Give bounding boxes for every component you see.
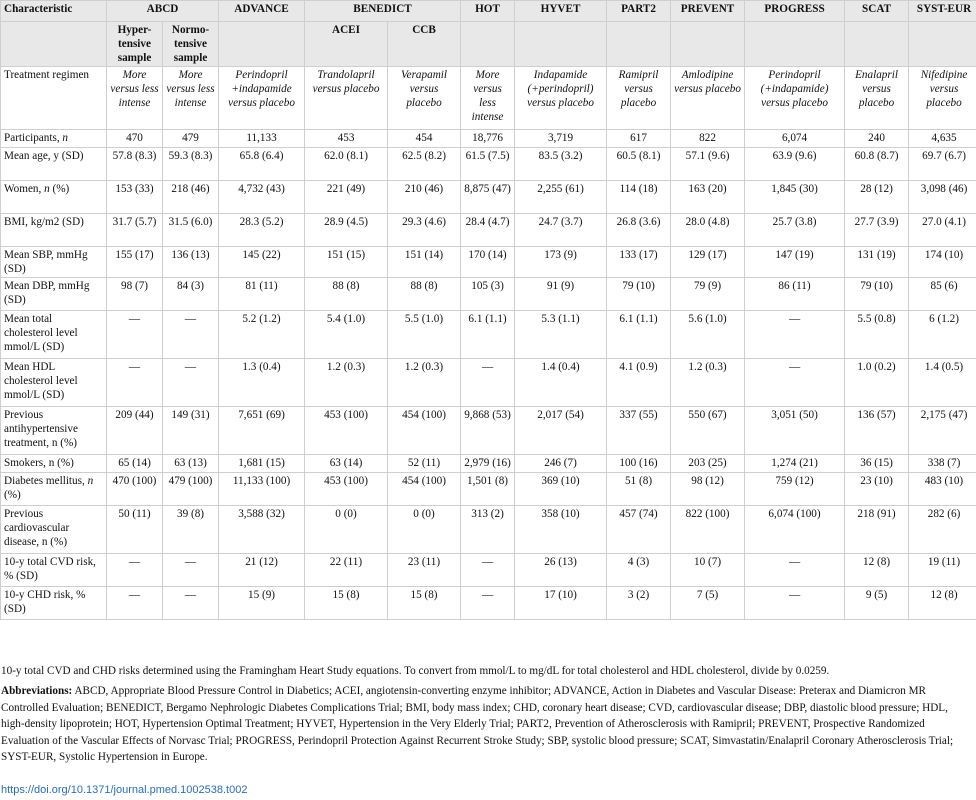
header-scat: SCAT	[845, 1, 909, 22]
table-cell: 65.8 (6.4)	[219, 148, 305, 181]
row-label-italic: n	[62, 132, 69, 144]
table-cell: 27.7 (3.9)	[845, 214, 909, 247]
table-row	[1, 455, 976, 473]
table-cell: 483 (10)	[909, 473, 976, 506]
table-cell: 1.4 (0.5)	[909, 359, 976, 407]
table-cell: 84 (3)	[163, 278, 219, 311]
row-label-text: Mean age, y (SD)	[4, 150, 84, 162]
header-hot: HOT	[461, 1, 515, 22]
table-cell: 240	[845, 130, 909, 148]
table-cell: 79 (10)	[607, 278, 671, 311]
table-cell: —	[107, 359, 163, 407]
subheader-blank	[515, 22, 607, 67]
table-cell: 313 (2)	[461, 506, 515, 554]
table-cell: 69.7 (6.7)	[909, 148, 976, 181]
table-row	[1, 67, 976, 130]
table-cell: 86 (11)	[745, 278, 845, 311]
table-cell: 1.2 (0.3)	[388, 359, 461, 407]
table-cell: 11,133	[219, 130, 305, 148]
table-cell: 7,651 (69)	[219, 407, 305, 455]
subheader-acei: ACEI	[305, 22, 388, 67]
row-label	[1, 587, 107, 620]
table-cell: 63 (13)	[163, 455, 219, 473]
row-label-italic: n	[44, 183, 50, 195]
table-cell: 51 (8)	[607, 473, 671, 506]
table-cell: 63 (14)	[305, 455, 388, 473]
row-label-text: Treatment regimen	[4, 69, 90, 81]
table-row	[1, 311, 976, 359]
row-label-text: Mean total cholesterol level mmol/L (SD)	[4, 313, 78, 353]
table-cell: 479 (100)	[163, 473, 219, 506]
row-label-text: Mean DBP, mmHg (SD)	[4, 280, 90, 306]
table-cell: 1,681 (15)	[219, 455, 305, 473]
table-cell: 163 (20)	[671, 181, 745, 214]
table-cell: —	[461, 587, 515, 620]
table-cell: 36 (15)	[845, 455, 909, 473]
subheader-blank	[745, 22, 845, 67]
table-cell: Enalapril versus placebo	[845, 67, 909, 130]
table-cell: 0 (0)	[305, 506, 388, 554]
header-part2: PART2	[607, 1, 671, 22]
row-label-tail: (%)	[49, 183, 70, 195]
row-label	[1, 247, 107, 278]
table-cell: 1,845 (30)	[745, 181, 845, 214]
table-cell: 218 (91)	[845, 506, 909, 554]
table-cell: 39 (8)	[163, 506, 219, 554]
subheader-ccb: CCB	[388, 22, 461, 67]
table-cell: 3,051 (50)	[745, 407, 845, 455]
table-cell: 31.5 (6.0)	[163, 214, 219, 247]
table-cell: 85 (6)	[909, 278, 976, 311]
row-label	[1, 67, 107, 130]
table-cell: 25.7 (3.8)	[745, 214, 845, 247]
table-cell: —	[461, 554, 515, 587]
table-cell: 5.5 (1.0)	[388, 311, 461, 359]
header-advance: ADVANCE	[219, 1, 305, 22]
table-cell: 129 (17)	[671, 247, 745, 278]
row-label-text: Participants,	[4, 132, 63, 144]
table-cell: 173 (9)	[515, 247, 607, 278]
table-row	[1, 506, 976, 554]
table-cell: 98 (7)	[107, 278, 163, 311]
header-characteristic: Characteristic	[1, 1, 107, 22]
table-cell: 114 (18)	[607, 181, 671, 214]
row-label-text: Mean HDL cholesterol level mmol/L (SD)	[4, 361, 78, 401]
table-cell: —	[107, 311, 163, 359]
row-label	[1, 359, 107, 407]
table-cell: 133 (17)	[607, 247, 671, 278]
table-cell: 98 (12)	[671, 473, 745, 506]
table-cell: Nifedipine versus placebo	[909, 67, 976, 130]
table-cell: 8,875 (47)	[461, 181, 515, 214]
table-footnote: 10-y total CVD and CHD risks determined using the Framingham Heart Study equations. To convert from mmol/L to mg/dL for total cholesterol and HDL cholesterol, divide by 0.0259.	[1, 665, 830, 677]
table-cell: 617	[607, 130, 671, 148]
table-cell: 337 (55)	[607, 407, 671, 455]
table-cell: More versus less intense	[107, 67, 163, 130]
table-cell: 470	[107, 130, 163, 148]
table-cell: 454	[388, 130, 461, 148]
table-cell: 203 (25)	[671, 455, 745, 473]
table-cell: More versus less intense	[461, 67, 515, 130]
table-cell: —	[745, 587, 845, 620]
table-cell: 6,074 (100)	[745, 506, 845, 554]
table-cell: 79 (9)	[671, 278, 745, 311]
table-cell: 7 (5)	[671, 587, 745, 620]
table-cell: 19 (11)	[909, 554, 976, 587]
table-cell: 454 (100)	[388, 473, 461, 506]
table-cell: 3 (2)	[607, 587, 671, 620]
row-label-text: Mean SBP, mmHg (SD)	[4, 249, 88, 275]
table-cell: —	[461, 359, 515, 407]
row-label	[1, 455, 107, 473]
table-cell: More versus less intense	[163, 67, 219, 130]
table-cell: 209 (44)	[107, 407, 163, 455]
table-cell: 155 (17)	[107, 247, 163, 278]
table-cell: 52 (11)	[388, 455, 461, 473]
table-cell: 81 (11)	[219, 278, 305, 311]
table-cell: 3,588 (32)	[219, 506, 305, 554]
table-cell: 5.6 (1.0)	[671, 311, 745, 359]
table-row	[1, 130, 976, 148]
row-label-text: Smokers, n (%)	[4, 457, 74, 469]
subheader-blank	[461, 22, 515, 67]
table-cell: 246 (7)	[515, 455, 607, 473]
table-cell: 145 (22)	[219, 247, 305, 278]
table-cell: 24.7 (3.7)	[515, 214, 607, 247]
abbreviations-title: Abbreviations:	[1, 685, 73, 697]
table-cell: 454 (100)	[388, 407, 461, 455]
table-body	[1, 67, 976, 620]
table-cell: 59.3 (8.3)	[163, 148, 219, 181]
table-cell: 5.3 (1.1)	[515, 311, 607, 359]
abbreviations-text: ABCD, Appropriate Blood Pressure Control in Diabetics; ACEI, angiotensin-converting enzyme inhibitor; ADVANCE, Action in Diabetes and Vascular Disease: Preterax and Diamicron MR Controlled Evaluation; BENEDICT, Bergamo Nephrologic Diabetes Complications Trial; BMI, body mass index; CHD, coronary heart disease; CVD, cardiovascular disease; DBP, diastolic blood pressure; HDL, high-density lipoprotein; HOT, Hypertension Optimal Treatment; HYVET, Hypertension in the Very Elderly Trial; PART2, Prevention of Atherosclerosis with Ramipril; PREVENT, Prospective Randomized Evaluation of the Vascular Effects of Norvasc Trial; PROGRESS, Perindopril Protection Against Recurrent Stroke Study; SBP, systolic blood pressure; SCAT, Simvastatin/Enalapril Coronary Atherosclerosis Trial; SYST-EUR, Systolic Hypertension in Europe.	[1, 685, 954, 764]
row-label	[1, 148, 107, 181]
table-row	[1, 359, 976, 407]
table-cell: 210 (46)	[388, 181, 461, 214]
row-label-text: Diabetes mellitus,	[4, 475, 88, 487]
subheader-normotensive: Normo-tensive sample	[163, 22, 219, 67]
row-label-text: 10-y total CVD risk, % (SD)	[4, 556, 96, 582]
header-abcd: ABCD	[107, 1, 219, 22]
table-cell: 1,274 (21)	[745, 455, 845, 473]
table-cell: 2,979 (16)	[461, 455, 515, 473]
table-cell: 153 (33)	[107, 181, 163, 214]
table-cell: 18,776	[461, 130, 515, 148]
table-cell: 822 (100)	[671, 506, 745, 554]
table-cell: 151 (15)	[305, 247, 388, 278]
table-cell: 2,017 (54)	[515, 407, 607, 455]
table-cell: 479	[163, 130, 219, 148]
header-hyvet: HYVET	[515, 1, 607, 22]
table-cell: 79 (10)	[845, 278, 909, 311]
table-cell: 88 (8)	[388, 278, 461, 311]
header-prevent: PREVENT	[671, 1, 745, 22]
table-cell: 28.9 (4.5)	[305, 214, 388, 247]
subheader-hypertensive: Hyper-tensive sample	[107, 22, 163, 67]
table-cell: 29.3 (4.6)	[388, 214, 461, 247]
table-cell: 60.8 (8.7)	[845, 148, 909, 181]
table-cell: 759 (12)	[745, 473, 845, 506]
table-cell: 65 (14)	[107, 455, 163, 473]
table-cell: 28.0 (4.8)	[671, 214, 745, 247]
table-cell: 358 (10)	[515, 506, 607, 554]
subheader-blank	[607, 22, 671, 67]
row-label	[1, 278, 107, 311]
table-cell: 218 (46)	[163, 181, 219, 214]
table-row	[1, 554, 976, 587]
table-cell: 0 (0)	[388, 506, 461, 554]
table-cell: Trandolapril versus placebo	[305, 67, 388, 130]
row-label	[1, 181, 107, 214]
table-cell: 453	[305, 130, 388, 148]
table-cell: 6.1 (1.1)	[607, 311, 671, 359]
table-cell: 5.4 (1.0)	[305, 311, 388, 359]
table-cell: 100 (16)	[607, 455, 671, 473]
table-cell: 91 (9)	[515, 278, 607, 311]
table-cell: Ramipril versus placebo	[607, 67, 671, 130]
table-cell: 453 (100)	[305, 473, 388, 506]
table-row	[1, 278, 976, 311]
abbreviations-note	[1, 683, 973, 766]
table-cell: 11,133 (100)	[219, 473, 305, 506]
row-label	[1, 214, 107, 247]
table-row	[1, 247, 976, 278]
table-cell: 136 (57)	[845, 407, 909, 455]
table-cell: 147 (19)	[745, 247, 845, 278]
row-label-italic: n	[87, 475, 94, 487]
table-cell: 28.3 (5.2)	[219, 214, 305, 247]
table-cell: 15 (8)	[388, 587, 461, 620]
table-cell: —	[163, 359, 219, 407]
row-label	[1, 407, 107, 455]
table-cell: 221 (49)	[305, 181, 388, 214]
row-label-tail: (%)	[4, 489, 21, 501]
table-cell: 2,175 (47)	[909, 407, 976, 455]
table-cell: 26 (13)	[515, 554, 607, 587]
table-cell: 550 (67)	[671, 407, 745, 455]
row-label	[1, 130, 107, 148]
table-cell: 23 (10)	[845, 473, 909, 506]
table-cell: 822	[671, 130, 745, 148]
table-row	[1, 148, 976, 181]
table-cell: 1,501 (8)	[461, 473, 515, 506]
table-cell: 28 (12)	[845, 181, 909, 214]
subheader-blank	[845, 22, 909, 67]
table-cell: 9,868 (53)	[461, 407, 515, 455]
header-benedict: BENEDICT	[305, 1, 461, 22]
subheader-blank	[671, 22, 745, 67]
table-cell: 12 (8)	[845, 554, 909, 587]
table-cell: 62.0 (8.1)	[305, 148, 388, 181]
header-progress: PROGRESS	[745, 1, 845, 22]
table-row	[1, 587, 976, 620]
subheader-blank	[1, 22, 107, 67]
table-cell: 151 (14)	[388, 247, 461, 278]
row-label	[1, 506, 107, 554]
table-cell: 4,635	[909, 130, 976, 148]
table-cell: 1.4 (0.4)	[515, 359, 607, 407]
row-label-text: Women,	[4, 183, 45, 195]
table-row	[1, 214, 976, 247]
table-cell: 6.1 (1.1)	[461, 311, 515, 359]
table-cell: 9 (5)	[845, 587, 909, 620]
table-cell: 149 (31)	[163, 407, 219, 455]
table-cell: 63.9 (9.6)	[745, 148, 845, 181]
table-cell: 60.5 (8.1)	[607, 148, 671, 181]
table-cell: 31.7 (5.7)	[107, 214, 163, 247]
subheader-blank	[909, 22, 976, 67]
table-cell: —	[163, 587, 219, 620]
table-cell: —	[745, 554, 845, 587]
table-cell: Perindopril +indapamide versus placebo	[219, 67, 305, 130]
table-cell: 62.5 (8.2)	[388, 148, 461, 181]
table-cell: Perindopril (+indapamide) versus placebo	[745, 67, 845, 130]
table-cell: 369 (10)	[515, 473, 607, 506]
table-cell: 15 (8)	[305, 587, 388, 620]
table-cell: 1.0 (0.2)	[845, 359, 909, 407]
table-row	[1, 407, 976, 455]
table-cell: 453 (100)	[305, 407, 388, 455]
table-cell: 457 (74)	[607, 506, 671, 554]
table-cell: 12 (8)	[909, 587, 976, 620]
table-cell: 2,255 (61)	[515, 181, 607, 214]
table-cell: 170 (14)	[461, 247, 515, 278]
table-cell: 4,732 (43)	[219, 181, 305, 214]
table-cell: 57.8 (8.3)	[107, 148, 163, 181]
table-row	[1, 181, 976, 214]
row-label-text: Previous cardiovascular disease, n (%)	[4, 508, 70, 548]
table-cell: 105 (3)	[461, 278, 515, 311]
table-cell: 5.2 (1.2)	[219, 311, 305, 359]
header-syst-eur: SYST-EUR	[909, 1, 976, 22]
table-cell: 57.1 (9.6)	[671, 148, 745, 181]
row-label-text: 10-y CHD risk, % (SD)	[4, 589, 86, 615]
row-label-text: Previous antihypertensive treatment, n (%)	[4, 409, 78, 449]
table-cell: 1.2 (0.3)	[671, 359, 745, 407]
table-cell: 50 (11)	[107, 506, 163, 554]
table-cell: 174 (10)	[909, 247, 976, 278]
table-cell: 23 (11)	[388, 554, 461, 587]
table-cell: Amlodipine versus placebo	[671, 67, 745, 130]
table-cell: Indapamide (+perindopril) versus placebo	[515, 67, 607, 130]
table-cell: —	[745, 359, 845, 407]
table-cell: 22 (11)	[305, 554, 388, 587]
table-cell: 28.4 (4.7)	[461, 214, 515, 247]
table-cell: 6,074	[745, 130, 845, 148]
table-cell: —	[163, 554, 219, 587]
row-label	[1, 554, 107, 587]
row-label	[1, 473, 107, 506]
table-cell: 3,098 (46)	[909, 181, 976, 214]
table-cell: 10 (7)	[671, 554, 745, 587]
table-cell: 21 (12)	[219, 554, 305, 587]
table-cell: —	[107, 587, 163, 620]
table-cell: Verapamil versus placebo	[388, 67, 461, 130]
table-cell: 27.0 (4.1)	[909, 214, 976, 247]
table-cell: 17 (10)	[515, 587, 607, 620]
table-cell: 470 (100)	[107, 473, 163, 506]
table-cell: 61.5 (7.5)	[461, 148, 515, 181]
table-cell: 282 (6)	[909, 506, 976, 554]
table-cell: 4.1 (0.9)	[607, 359, 671, 407]
table-cell: 3,719	[515, 130, 607, 148]
table-cell: —	[163, 311, 219, 359]
table-cell: —	[107, 554, 163, 587]
subheader-blank	[219, 22, 305, 67]
table-cell: 1.3 (0.4)	[219, 359, 305, 407]
table-cell: 26.8 (3.6)	[607, 214, 671, 247]
table-cell: 6 (1.2)	[909, 311, 976, 359]
table-cell: 15 (9)	[219, 587, 305, 620]
table-cell: 1.2 (0.3)	[305, 359, 388, 407]
table-cell: 83.5 (3.2)	[515, 148, 607, 181]
doi-link[interactable]: https://doi.org/10.1371/journal.pmed.1002538.t002	[1, 784, 248, 796]
table-cell: 5.5 (0.8)	[845, 311, 909, 359]
table-row	[1, 473, 976, 506]
table-cell: 4 (3)	[607, 554, 671, 587]
table-cell: 88 (8)	[305, 278, 388, 311]
table-cell: 136 (13)	[163, 247, 219, 278]
table-cell: —	[745, 311, 845, 359]
table-cell: 131 (19)	[845, 247, 909, 278]
row-label-text: BMI, kg/m2 (SD)	[4, 216, 84, 228]
row-label	[1, 311, 107, 359]
table-cell: 338 (7)	[909, 455, 976, 473]
